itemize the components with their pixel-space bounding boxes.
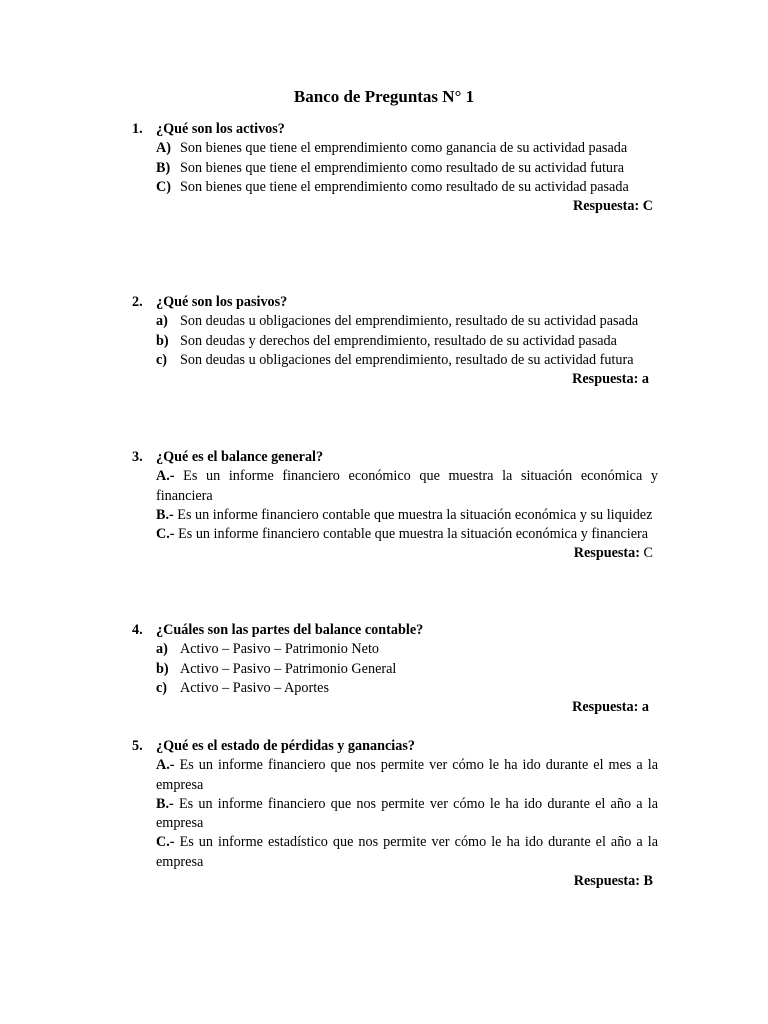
question-heading — [132, 621, 658, 640]
option-label: b) — [156, 660, 169, 677]
option-c — [132, 525, 658, 544]
option-label: C.- — [156, 834, 175, 851]
option-b — [132, 332, 658, 351]
answer — [132, 698, 658, 717]
answer-value: C — [642, 198, 653, 215]
question-number: 2. — [132, 294, 143, 310]
question-number: 4. — [132, 622, 143, 638]
option-b — [132, 506, 658, 525]
question-5 — [132, 737, 658, 891]
option-label: C) — [156, 178, 171, 195]
question-text: ¿Cuáles son las partes del balance contable? — [156, 622, 424, 638]
answer-label: Respuesta: — [572, 198, 640, 215]
question-heading — [132, 120, 658, 139]
option-text: Son bienes que tiene el emprendimiento como ganancia de su actividad pasada — [180, 140, 628, 157]
option-b — [132, 660, 658, 679]
question-1 — [132, 120, 658, 216]
option-label: a) — [156, 313, 168, 330]
question-number: 1. — [132, 121, 143, 137]
answer-label: Respuesta: — [572, 699, 639, 716]
option-text: Son deudas u obligaciones del emprendimiento, resultado de su actividad pasada — [180, 313, 639, 330]
option-label: c) — [156, 679, 168, 696]
question-number: 5. — [132, 738, 143, 754]
option-text: Activo – Pasivo – Patrimonio General — [180, 660, 397, 677]
question-text: ¿Qué es el balance general? — [156, 449, 324, 465]
answer-value: a — [641, 371, 649, 388]
option-c — [132, 679, 658, 698]
question-text: ¿Qué son los pasivos? — [156, 294, 288, 310]
question-text: ¿Qué son los activos? — [156, 121, 285, 137]
option-label: a) — [156, 641, 168, 658]
option-label: A) — [156, 140, 171, 157]
option-label: B.- — [156, 506, 174, 523]
option-text: Es un informe financiero contable que muestra la situación económica y financiera — [178, 526, 649, 543]
option-text: Son deudas y derechos del emprendimiento, resultado de su actividad pasada — [180, 332, 617, 349]
option-label: b) — [156, 332, 169, 349]
option-label: B.- — [156, 795, 174, 812]
option-text: Son deudas u obligaciones del emprendimiento, resultado de su actividad futura — [180, 351, 634, 368]
question-4 — [132, 621, 658, 717]
answer — [132, 370, 658, 389]
answer — [132, 872, 658, 891]
option-label: A.- — [156, 468, 175, 485]
option-a — [132, 139, 658, 158]
answer — [132, 197, 658, 216]
answer-value: B — [643, 873, 653, 890]
question-heading — [132, 737, 658, 756]
option-label: C.- — [156, 526, 175, 543]
option-a — [132, 312, 658, 331]
answer-value: C — [643, 545, 653, 562]
option-text: Es un informe financiero que nos permite ver cómo le ha ido durante el año a la empresa — [156, 795, 659, 832]
option-label: A.- — [156, 757, 175, 774]
option-a — [132, 756, 658, 795]
option-text: Son bienes que tiene el emprendimiento como resultado de su actividad futura — [180, 159, 625, 176]
answer-value: a — [641, 699, 649, 716]
option-a — [132, 467, 658, 506]
option-label: B) — [156, 159, 171, 176]
option-text: Es un informe financiero económico que muestra la situación económica y financiera — [156, 468, 658, 504]
answer — [132, 544, 658, 563]
option-text: Es un informe financiero que nos permite ver cómo le ha ido durante el mes a la empresa — [156, 757, 659, 793]
answer-label: Respuesta: — [573, 545, 640, 562]
option-text: Son bienes que tiene el emprendimiento como resultado de su actividad pasada — [180, 178, 629, 195]
question-2 — [132, 293, 658, 389]
option-c — [132, 178, 658, 197]
question-number: 3. — [132, 449, 143, 465]
page-title: Banco de Preguntas N° 1 — [293, 87, 475, 106]
option-b — [132, 795, 658, 834]
option-text: Activo – Pasivo – Patrimonio Neto — [180, 641, 380, 658]
question-heading — [132, 448, 658, 467]
option-b — [132, 159, 658, 178]
option-a — [132, 640, 658, 659]
question-heading — [132, 293, 658, 312]
question-text: ¿Qué es el estado de pérdidas y ganancias? — [156, 738, 415, 754]
option-text: Activo – Pasivo – Aportes — [180, 679, 329, 696]
question-3 — [132, 448, 658, 564]
option-label: c) — [156, 351, 168, 368]
option-text: Es un informe financiero contable que muestra la situación económica y su liquidez — [177, 506, 653, 523]
option-text: Es un informe estadístico que nos permite ver cómo le ha ido durante el año a la empresa — [156, 834, 659, 870]
option-c — [132, 833, 658, 872]
option-c — [132, 351, 658, 370]
answer-label: Respuesta: — [572, 371, 639, 388]
answer-label: Respuesta: — [573, 873, 640, 890]
